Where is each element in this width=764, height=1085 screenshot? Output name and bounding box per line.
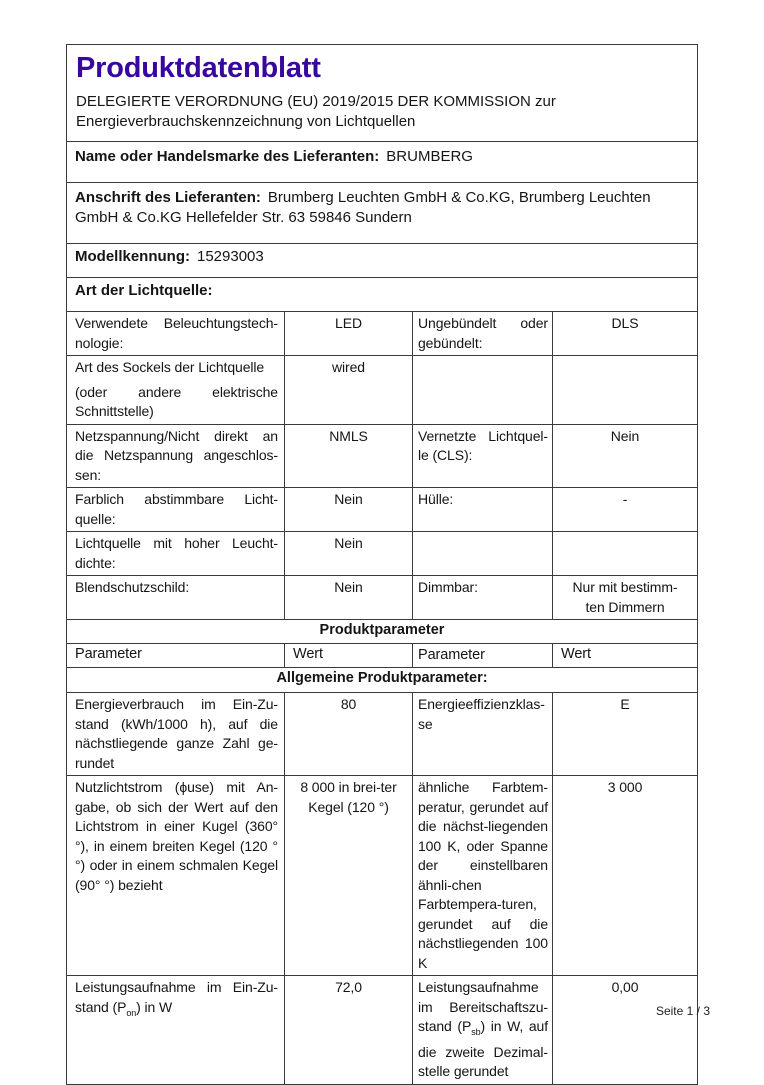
table-row: [67, 311, 697, 355]
param-value: Nein: [284, 532, 412, 575]
table-row: [67, 424, 697, 488]
param-label: [412, 356, 552, 424]
table-header-row: [67, 643, 697, 667]
light-source-type-label: Art der Lichtquelle:: [75, 282, 213, 300]
param-value: 72,0: [284, 976, 412, 1083]
param-label: [412, 532, 552, 575]
supplier-address-label: Anschrift des Lieferanten:: [75, 189, 261, 207]
param-label: Farblich abstimmbare Licht-quelle:: [75, 491, 278, 527]
param-value: Nur mit bestimm-ten Dimmern: [552, 576, 697, 619]
param-label: Leistungsaufnahme im Bereitschaftszu-stand $(P_{sb})$ in W, auf die zweite Dezimal-stelle gerundet: [412, 976, 552, 1083]
product-parameters-band: Produktparameter: [67, 619, 697, 643]
param-label: Ungebündelt oder gebündelt:: [412, 312, 552, 355]
param-label: Energieverbrauch im Ein-Zu-stand (kWh/1000 h), auf die nächstliegende ganze Zahl ge-rundet: [75, 696, 278, 771]
page-title: Produktdatenblatt: [76, 52, 321, 84]
param-value: [552, 532, 697, 575]
supplier-name-value: BRUMBERG: [386, 148, 473, 166]
param-value: 8 000 in brei-ter Kegel (120 °): [284, 776, 412, 975]
param-label: Nutzlichtstrom (ϕuse) mit An-gabe, ob sich der Wert auf den Lichtstrom in einer Kugel (360° °), in einem breiten Kegel (120 °°) oder in einem schmalen Kegel (90° °) bezieht: [75, 779, 278, 893]
param-value: E: [552, 693, 697, 775]
param-label: Dimmbar:: [412, 576, 552, 619]
param-label: Leistungsaufnahme im Ein-Zu-stand $(P_{on})$ in W: [75, 979, 278, 1018]
param-label: Netzspannung/Nicht direkt an die Netzspannung angeschlos-sen:: [75, 427, 278, 483]
model-id-row: [67, 243, 697, 277]
datasheet: [66, 44, 698, 1085]
param-label: Lichtquelle mit hoher Leucht-dichte:: [75, 535, 278, 571]
param-label: [67, 356, 284, 424]
table-row: [67, 531, 697, 575]
regulation-subtitle: DELEGIERTE VERORDNUNG (EU) 2019/2015 DER KOMMISSION zur Energieverbrauchskennzeichnung von Lichtquellen: [76, 93, 556, 131]
param-value: 3 000: [552, 776, 697, 975]
param-value: DLS: [552, 312, 697, 355]
column-header: Wert: [552, 644, 697, 667]
param-value: wired: [284, 356, 412, 424]
table-row: [67, 575, 697, 619]
param-value: 80: [284, 693, 412, 775]
column-header: Parameter: [412, 644, 552, 667]
param-label-line1: Art des Sockels der Lichtquelle: [75, 359, 265, 376]
param-value: NMLS: [284, 425, 412, 488]
param-value: Nein: [284, 576, 412, 619]
table-row: [67, 487, 697, 531]
page-number: Seite 1 / 3: [655, 1004, 710, 1018]
param-value: 0,00: [552, 976, 697, 1083]
param-label: Vernetzte Lichtquel-le (CLS):: [412, 425, 552, 488]
supplier-name-row: [67, 141, 697, 182]
general-parameters-band: Allgemeine Produktparameter:: [67, 667, 697, 692]
table-row: [67, 975, 697, 1083]
param-value: LED: [284, 312, 412, 355]
datasheet-header: [67, 45, 697, 141]
model-id-value: 15293003: [197, 248, 264, 266]
param-label: Blendschutzschild:: [75, 579, 190, 596]
table-row: [67, 692, 697, 775]
supplier-name-label: Name oder Handelsmarke des Lieferanten:: [75, 148, 380, 166]
light-source-type-heading: [67, 277, 697, 311]
param-label: Hülle:: [412, 488, 552, 531]
column-header: Parameter: [75, 646, 142, 663]
table-row: [67, 775, 697, 975]
param-value: Nein: [552, 425, 697, 488]
param-value: -: [552, 488, 697, 531]
column-header: Wert: [284, 644, 412, 667]
model-id-label: Modellkennung:: [75, 248, 190, 266]
supplier-address-value: Brumberg Leuchten GmbH & Co.KG, Brumberg Leuchten GmbH & Co.KG Hellefelder Str. 63 59846 Sundern: [75, 189, 651, 227]
param-label: Verwendete Beleuchtungstech-nologie:: [75, 315, 278, 351]
supplier-address-row: [67, 182, 697, 243]
param-value: Nein: [284, 488, 412, 531]
param-label: ähnliche Farbtem-peratur, gerundet auf die nächst-liegenden 100 K, oder Spanne der einstellbaren ähnli-chen Farbtempera-turen, gerundet auf die nächstliegenden 100 K: [412, 776, 552, 975]
param-label: Energieeffizienzklas-se: [412, 693, 552, 775]
table-row: [67, 355, 697, 424]
param-label-line2: (oder andere elektrische Schnittstelle): [75, 383, 278, 420]
param-value: [552, 356, 697, 424]
